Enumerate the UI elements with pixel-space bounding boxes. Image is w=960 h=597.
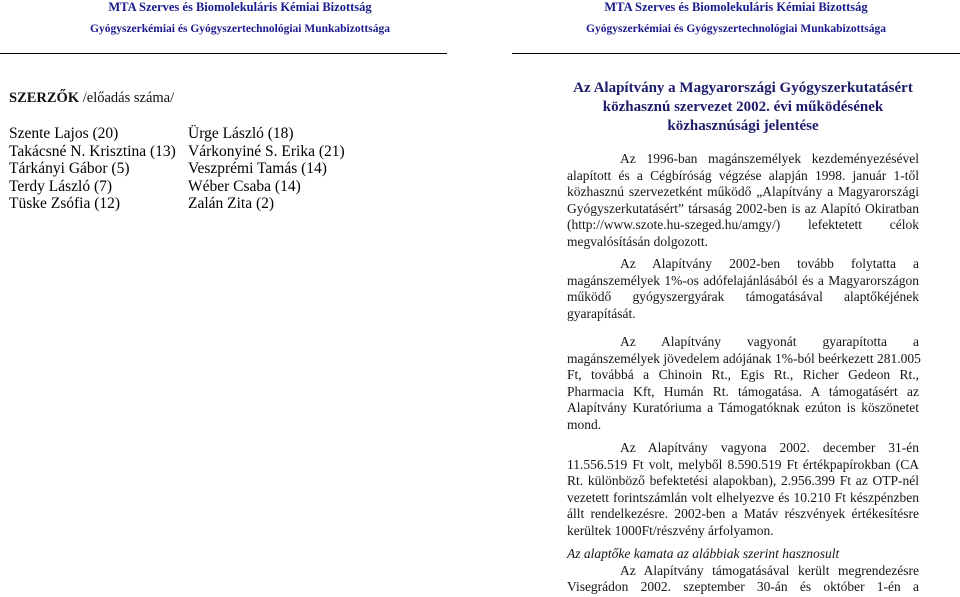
paragraph-line: megvalósításán dolgozott. bbox=[567, 233, 708, 249]
paragraph-line: kerültek 1000Ft/részvény árfolyamon. bbox=[567, 522, 774, 538]
header-committee: MTA Szerves és Biomolekuláris Kémiai Bizottság bbox=[108, 0, 372, 14]
paragraph-line: mond. bbox=[567, 416, 602, 432]
author-name: Terdy László (7) bbox=[9, 177, 113, 195]
author-column-2 bbox=[188, 125, 345, 213]
paragraph-line: Ft, továbbá a Chinoin Rt., Egis Rt., Richer Gedeon Rt., bbox=[567, 367, 919, 382]
paragraph-line: működő gyógyszergyárak támogatásával alaptőkéjének bbox=[567, 289, 919, 304]
paragraph-line: 11.556.519 Ft volt, melyből 8.590.519 Ft értékpapírokban (CA bbox=[567, 456, 919, 472]
author-name: Várkonyiné S. Erika (21) bbox=[188, 142, 345, 160]
paragraph-line: Az Alapítvány vagyona 2002. december 31-én bbox=[620, 440, 919, 455]
authors-title bbox=[9, 90, 174, 107]
report-title bbox=[567, 79, 919, 136]
author-name: Tüske Zsófia (12) bbox=[9, 195, 121, 212]
paragraph-donations bbox=[567, 256, 919, 322]
report-title-line: közhasznú szervezet 2002. évi működésének bbox=[602, 99, 884, 115]
paragraph-line: magánszemélyek jövedelem adójának 1%-ból beérkezett 281.005 bbox=[567, 350, 921, 366]
header-rule bbox=[0, 53, 447, 54]
paragraph-line: állt rendelkezésre. 2002-ben a Matáv részvények értékesítésre bbox=[567, 506, 919, 521]
paragraph-line: Rt. különböző befektetési alapokban), 2.956.399 Ft az OTP-nél bbox=[567, 473, 919, 488]
paragraph-line: (http://www.szote.hu-szeged.hu/amgy/) lefektetett célok bbox=[567, 217, 919, 232]
author-name: Tárkányi Gábor (5) bbox=[9, 160, 130, 177]
paragraph-assets-growth bbox=[567, 334, 919, 433]
report-title-line: közhasznúsági jelentése bbox=[667, 118, 819, 134]
header-rule bbox=[512, 53, 960, 54]
paragraph-line: magánszemélyek 1%-os adófelajánlásából és a Magyarországon bbox=[567, 272, 919, 288]
header-working-group: Gyógyszerkémiai és Gyógyszertechnológiai Munkabizottsága bbox=[586, 23, 886, 35]
paragraph-line: vezetett forintszámlán volt elhelyezve és 10.210 Ft készpénzben bbox=[567, 489, 919, 505]
paragraph-line: Az Alapítvány támogatásával került megrendezésre bbox=[620, 562, 919, 578]
author-name: Zalán Zita (2) bbox=[188, 195, 275, 212]
paragraph-line: Visegrádon 2002. szeptember 30-án és október 1-én a bbox=[567, 579, 919, 594]
paragraph-line: alapított és a Cégbíróság végzése alapján 1998. január 1-től bbox=[567, 167, 919, 183]
author-column-1 bbox=[9, 125, 176, 213]
report-title-line: Az Alapítvány a Magyarországi Gyógyszerkutatásért bbox=[573, 80, 913, 96]
paragraph-line: Az Alapítvány 2002-ben tovább folytatta a bbox=[620, 256, 919, 271]
paragraph-line: közhasznú szervezetként működő „Alapítvány a Magyarországi bbox=[567, 184, 919, 199]
header-working-group: Gyógyszerkémiai és Gyógyszertechnológiai Munkabizottsága bbox=[90, 23, 390, 35]
paragraph-assets-year-end bbox=[567, 440, 919, 539]
paragraph-line: gyarapítását. bbox=[567, 305, 636, 321]
authors-title-rest: /előadás száma/ bbox=[79, 90, 175, 106]
author-name: Veszprémi Tamás (14) bbox=[188, 160, 327, 177]
paragraph-heading: Az alaptőke kamata az alábbiak szerint hasznosult bbox=[567, 546, 840, 561]
author-name: Szente Lajos (20) bbox=[9, 125, 119, 142]
paragraph-founding bbox=[567, 151, 919, 250]
paragraph-line: Alapítvány Kuratóriuma a Támogatóknak ezúton is köszönetet bbox=[567, 400, 919, 415]
paragraph-line: Az 1996-ban magánszemélyek kezdeményezésével bbox=[620, 151, 919, 166]
authors-title-caps: SZERZŐK bbox=[9, 90, 80, 106]
paragraph-line: Pharmacia Kft, Humán Rt. támogatása. A támogatásért az bbox=[567, 383, 919, 399]
paragraph-line: Az Alapítvány vagyonát gyarapította a bbox=[620, 334, 919, 349]
author-name: Wéber Csaba (14) bbox=[188, 177, 301, 195]
paragraph-line: Gyógyszerkutatásért” társaság 2002-ben is az Alapító Okiratban bbox=[567, 200, 919, 216]
header-committee: MTA Szerves és Biomolekuláris Kémiai Bizottság bbox=[604, 0, 868, 14]
paragraph-interest-use bbox=[567, 546, 919, 596]
author-name: Takácsné N. Krisztina (13) bbox=[9, 142, 176, 160]
author-name: Ürge László (18) bbox=[188, 125, 294, 142]
